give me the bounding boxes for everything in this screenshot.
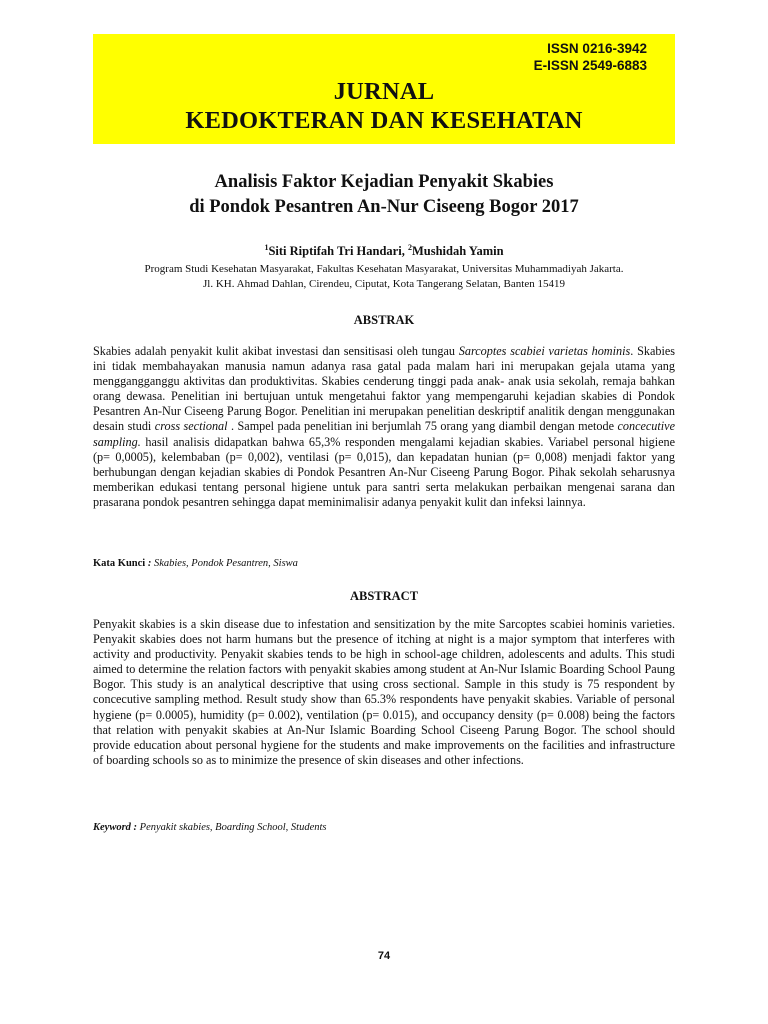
author2-name: Mushidah Yamin xyxy=(411,244,504,259)
abstrak-text-1: Skabies adalah penyakit kulit akibat investasi dan sensitisasi oleh tungau xyxy=(93,344,459,358)
article-title-line2: di Pondok Pesantren An-Nur Ciseeng Bogor 2017 xyxy=(189,197,579,217)
keyword-values: Penyakit skabies, Boarding School, Students xyxy=(139,822,327,833)
issn-label: ISSN 0216-3942 xyxy=(547,41,647,56)
article-title-line1: Analisis Faktor Kejadian Penyakit Skabies xyxy=(214,172,554,192)
affiliation-block xyxy=(93,262,675,292)
affiliation-line1: Program Studi Kesehatan Masyarakat, Fakultas Kesehatan Masyarakat, Universitas Muhammadiyah Jakarta. xyxy=(144,263,624,275)
kata-kunci-separator: : xyxy=(145,558,154,569)
author1-affil-mark: 1 xyxy=(264,243,269,252)
kata-kunci-label: Kata Kunci xyxy=(93,558,146,569)
abstrak-paragraph xyxy=(93,344,675,510)
abstrak-text-3: . Sampel pada penelitian ini berjumlah 75 orang yang diambil dengan metode xyxy=(227,419,618,434)
abstract-heading: ABSTRACT xyxy=(349,589,419,603)
keyword-separator: : xyxy=(130,822,140,833)
affiliation-line2: Jl. KH. Ahmad Dahlan, Cirendeu, Ciputat, Kota Tangerang Selatan, Banten 15419 xyxy=(203,278,565,290)
eissn-label: E-ISSN 2549-6883 xyxy=(533,58,647,73)
abstrak-text-2: . Skabies ini tidak membahayakan manusia namun adanya rasa gatal pada malam hari ini merupakan gejala utama yang menggangganggu aktivitas dan produktivitas. Skabies cenderung tinggi pada anak- anak usia sekolah, remaja bahkan orang dewasa. Penelitian ini bertujuan untuk mengetahui faktor yang mempengaruhi kejadian skabies di Pondok Pesantren An-Nur Ciseeng Parung Bogor. Penelitian ini merupakan penelitian deskriptif analitik dengan menggunakan desain studi xyxy=(93,344,675,434)
author2-affil-mark: 2 xyxy=(407,243,412,252)
journal-title-line2: KEDOKTERAN DAN KESEHATAN xyxy=(185,107,583,134)
keyword-line xyxy=(93,822,675,833)
abstrak-italic-method: concecutive sampling. xyxy=(93,419,675,449)
abstrak-text-4: hasil analisis didapatkan bahwa 65,3% responden mengalami kejadian skabies. Variabel personal higiene (p= 0,0005), kelembaban (p= 0,002), ventilasi (p= 0,015), dan kepadatan hunian (p= 0,008) menjadi faktor yang berhubungan dengan kejadian skabies di Pondok Pesantren An-Nur Ciseeng Parung Bogor. Pihak sekolah seharusnya memberikan edukasi tentang personal higiene untuk para santri serta melakukan perbaikan mengenai sarana dan prasarana pondok pesantren sehingga dapat meminimalisir adanya penyakit kulit dan infeksi lainnya. xyxy=(93,434,675,509)
abstrak-italic-design: cross sectional xyxy=(154,419,228,434)
author1-name: Siti Riptifah Tri Handari, xyxy=(268,244,408,259)
journal-header-band xyxy=(93,34,675,144)
abstrak-italic-species: Sarcoptes scabiei varietas hominis xyxy=(458,344,631,358)
abstract-paragraph: Penyakit skabies is a skin disease due to infestation and sensitization by the mite Sarcoptes scabiei hominis varieties. Penyakit skabies does not harm humans but the presence of itching at night is a major symptom that interferes with activity and productivity. Penyakit skabies tends to be high in school-age children, adolescents and adults. This studi aimed to determine the relation factors with penyakit skabies among student at An-Nur Islamic Boarding School Paung Bogor. This study is an analytical descriptive that using cross sectional. Sample in this study is 75 respondent by concecutive sampling method. Result study show than 65.3% respondents have penyakit skabies. Variable of personal hygiene (p= 0.0005), humidity (p= 0.002), ventilation (p= 0.015), and occupancy density (p= 0.008) being the factors that relation with penyakit skabies at An-Nur Islamic Boarding School Ciseeng Parung Bogor. The school should provide education about personal hygiene for the students and make improvements on the facilities and infrastructure of boarding schools so as to minimize the presence of skin diseases and other infections. xyxy=(93,617,675,767)
kata-kunci-values: Skabies, Pondok Pesantren, Siswa xyxy=(153,558,298,569)
keyword-label: Keyword xyxy=(93,822,131,833)
page-number: 74 xyxy=(377,950,391,962)
kata-kunci-line xyxy=(93,558,675,569)
author-line xyxy=(93,243,675,259)
article-title xyxy=(93,170,675,220)
journal-title-line1: JURNAL xyxy=(333,78,435,105)
abstrak-heading: ABSTRAK xyxy=(353,313,415,327)
